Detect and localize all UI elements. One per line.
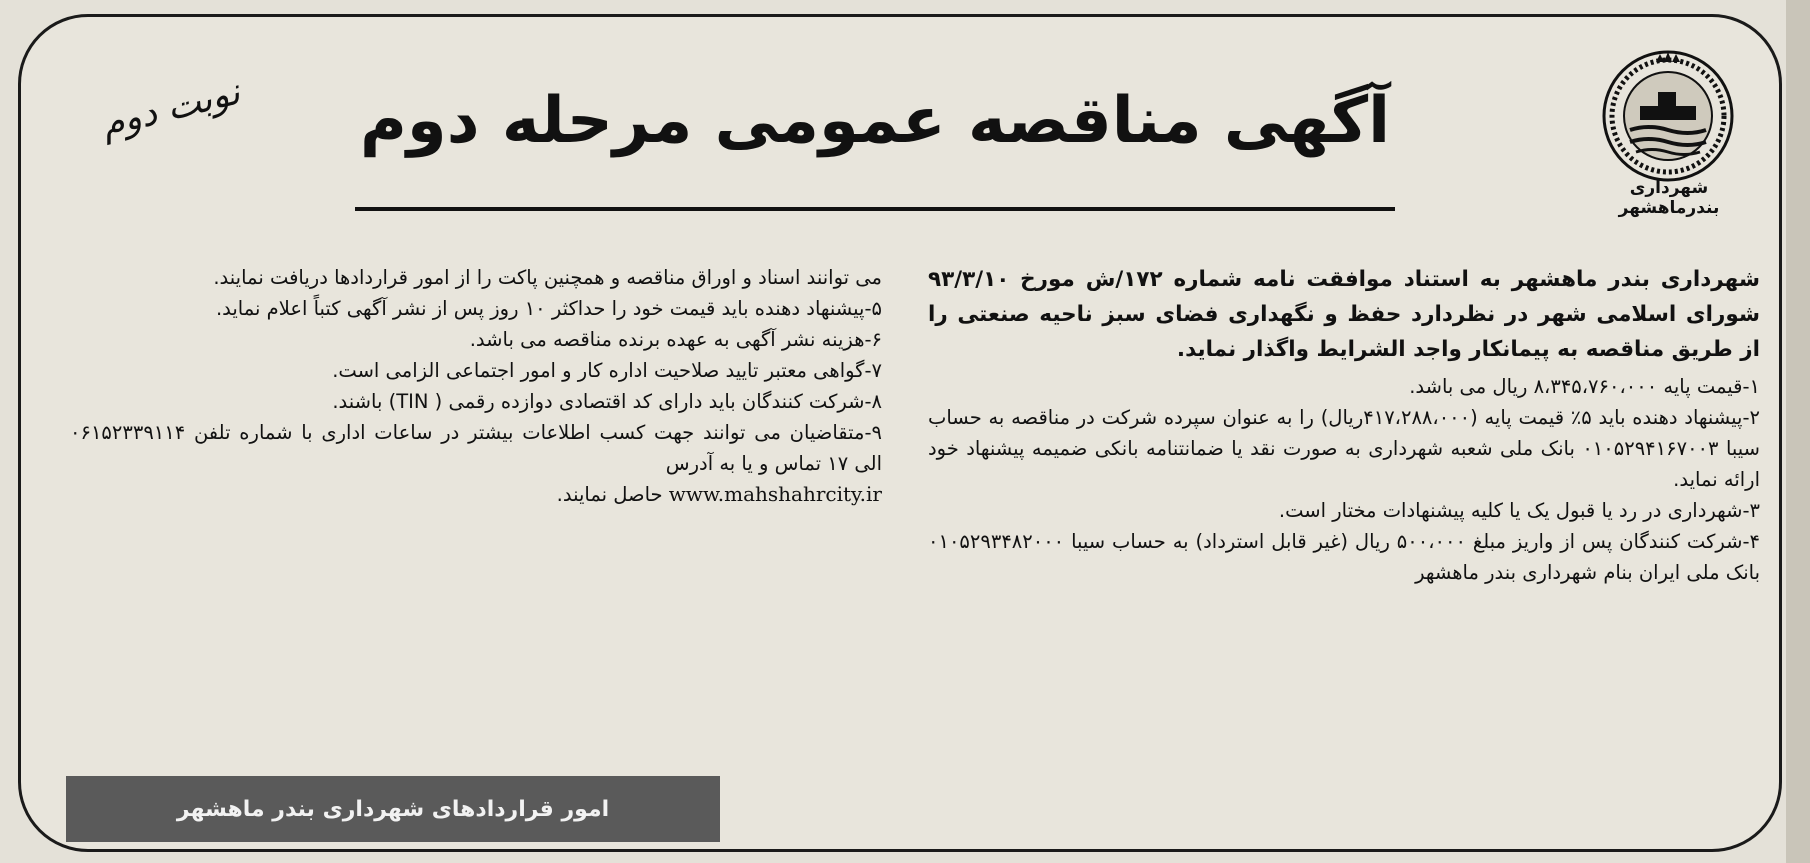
page-title: آگهی مناقصه عمومی مرحله دوم — [360, 84, 1390, 158]
condition-item-4: ۴-شرکت کنندگان پس از واریز مبلغ ۵۰۰،۰۰۰ ریال (غیر قابل استرداد) به حساب سیبا ۰۱۰۵۲۹۳۴۸۲۰۰۰ بانک ملی ایران بنام شهرداری بندر ماهشهر — [928, 530, 1760, 584]
website-line — [70, 479, 882, 510]
left-column — [70, 262, 882, 510]
continuation-text: می توانند اسناد و اوراق مناقصه و همچنین پاکت را از امور قراردادها دریافت نمایند. — [213, 266, 882, 289]
condition-item-8: ۸-شرکت کنندگان باید دارای کد اقتصادی دوازده رقمی ( TIN) باشند. — [332, 390, 882, 413]
right-column — [928, 262, 1760, 588]
condition-item-5: ۵-پیشنهاد دهنده باید قیمت خود را حداکثر ۱۰ روز پس از نشر آگهی کتباً اعلام نماید. — [215, 297, 882, 320]
page-edge — [1786, 0, 1810, 863]
condition-item-9: ۹-متقاضیان می توانند جهت کسب اطلاعات بیشتر در ساعات اداری با شماره تلفن ۰۶۱۵۲۳۳۹۱۱۴ الی ۱۷ تماس و یا به آدرس — [70, 421, 882, 475]
logo-caption: شهرداری بندرماهشهر — [1618, 178, 1720, 218]
intro-paragraph: شهرداری بندر ماهشهر به استناد موافقت نامه شماره ۱۷۲/ش مورخ ۹۳/۳/۱۰ شورای اسلامی شهر در نظردارد حفظ و نگهداری فضای سبز ناحیه صنعتی را از طریق مناقصه به پیمانکار واجد الشرایط واگذار نماید. — [928, 267, 1760, 362]
municipality-logo-icon — [1600, 48, 1736, 184]
condition-item-2: ۲-پیشنهاد دهنده باید ۵٪ قیمت پایه (۴۱۷،۲۸۸،۰۰۰ریال) را به عنوان سپرده شرکت در مناقصه به حساب سیبا ۰۱۰۵۲۹۴۱۶۷۰۰۳ بانک ملی شعبه شهرداری به صورت نقد یا ضمانتنامه بانکی ضمیمه پیشنهاد خود ارائه نماید. — [928, 406, 1761, 491]
website-suffix: حاصل نمایند. — [556, 483, 663, 506]
website-link[interactable]: www.mahshahrcity.ir — [668, 482, 882, 506]
condition-item-3: ۳-شهرداری در رد یا قبول یک یا کلیه پیشنهادات مختار است. — [1278, 499, 1760, 522]
condition-item-6: ۶-هزینه نشر آگهی به عهده برنده مناقصه می باشد. — [469, 328, 882, 351]
signature-text: امور قراردادهای شهرداری بندر ماهشهر — [176, 796, 610, 822]
title-underline — [355, 207, 1395, 211]
condition-item-7: ۷-گواهی معتبر تایید صلاحیت اداره کار و امور اجتماعی الزامی است. — [332, 359, 882, 382]
round-label: نوبت دوم — [97, 71, 245, 146]
signature-box — [66, 776, 720, 842]
condition-item-1: ۱-قیمت پایه ۸،۳۴۵،۷۶۰،۰۰۰ ریال می باشد. — [1409, 375, 1760, 398]
